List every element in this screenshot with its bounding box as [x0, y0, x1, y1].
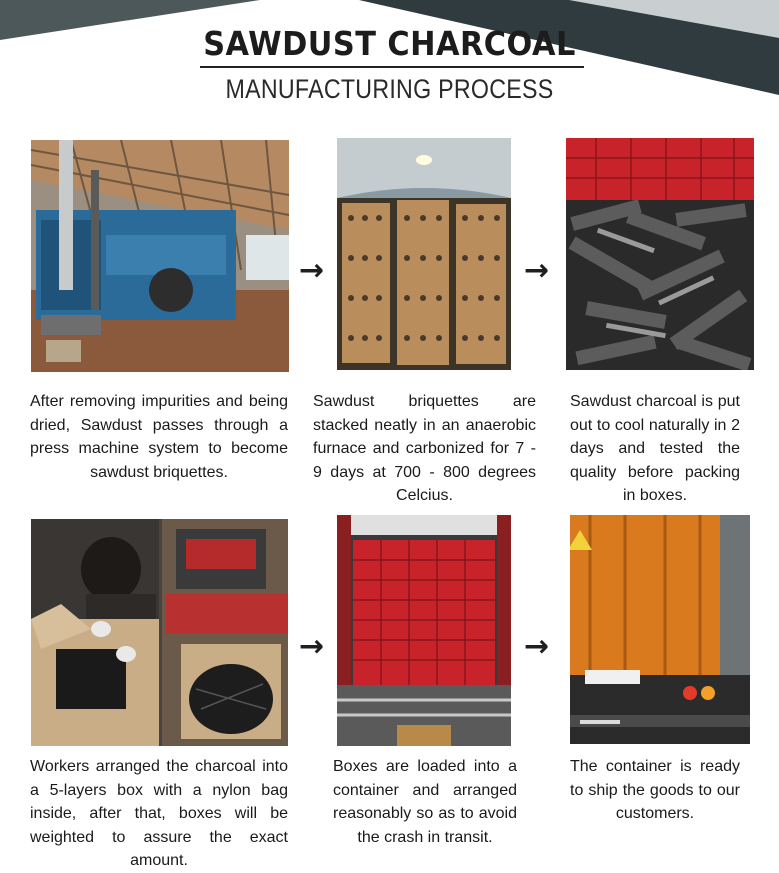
photo-packing-boxes	[31, 519, 288, 746]
step-3-caption: Sawdust charcoal is put out to cool naturally in 2 days and tested the quality before packing in boxes.	[570, 393, 740, 504]
arrow-right-icon: →	[299, 253, 325, 288]
photo-container-truck	[570, 515, 750, 744]
photo-container-loading	[337, 515, 511, 746]
photo-cooled-charcoal	[566, 138, 754, 370]
step-6-caption: The container is ready to ship the goods to our customers.	[570, 758, 740, 822]
step-2-caption: Sawdust briquettes are stacked neatly in an anaerobic furnace and carbonized for 7 - 9 days at 700 - 800 degrees Celcius.	[313, 393, 536, 504]
arrow-right-icon: →	[299, 629, 325, 664]
step-5-caption: Boxes are loaded into a container and arranged reasonably so as to avoid the crash in transit.	[333, 758, 517, 846]
arrow-right-icon: →	[524, 253, 550, 288]
photo-anaerobic-furnace	[337, 138, 511, 370]
page-title: SAWDUST CHARCOAL	[203, 24, 576, 63]
title-underline	[200, 66, 584, 68]
arrow-right-icon: →	[524, 629, 550, 664]
step-1-caption: After removing impurities and being dried, Sawdust passes through a press machine system to become sawdust briquettes.	[30, 393, 288, 481]
photo-press-machine	[31, 140, 289, 372]
step-4-caption: Workers arranged the charcoal into a 5-layers box with a nylon bag inside, after that, boxes will be weighted to assure the exact amount.	[30, 758, 288, 869]
page-subtitle: MANUFACTURING PROCESS	[225, 74, 554, 104]
